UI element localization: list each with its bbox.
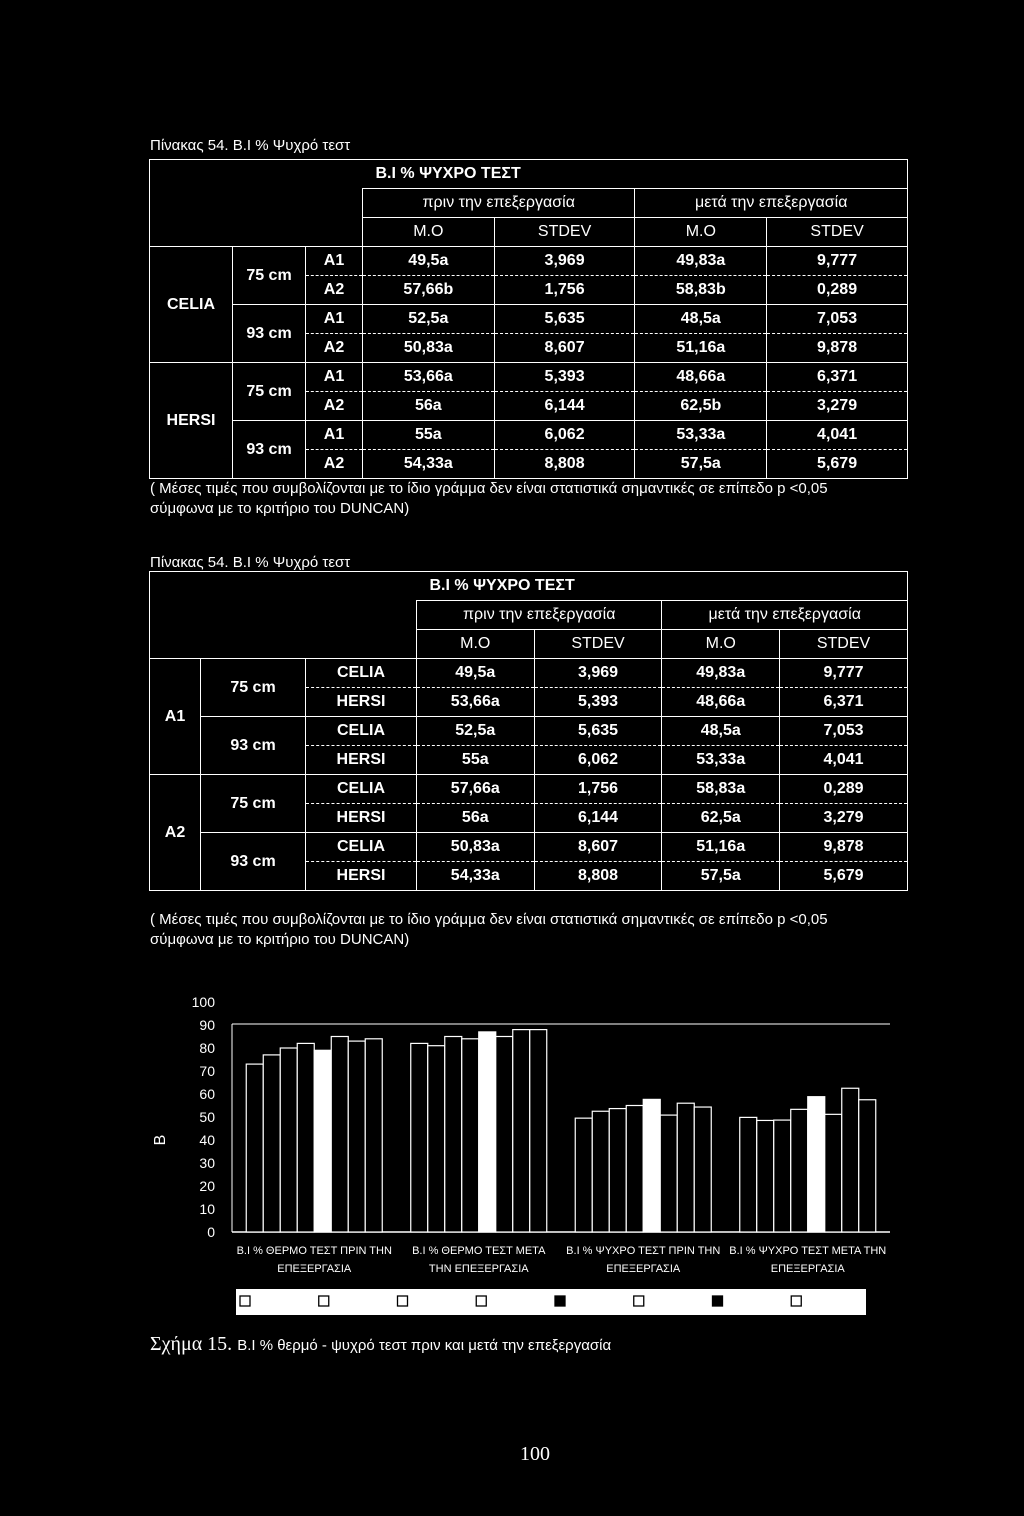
bar (575, 1118, 592, 1232)
table-row (150, 717, 908, 746)
size-label: 93 cm (233, 421, 306, 479)
group-label: A1 (150, 659, 201, 775)
bar (825, 1114, 842, 1232)
table-row (150, 659, 908, 688)
table-cell: 58,83a (662, 775, 780, 804)
header-row (150, 160, 908, 189)
header-stdev: STDEV (767, 218, 908, 247)
row-label: A2 (306, 392, 363, 421)
table-cell: 1,756 (534, 775, 662, 804)
y-tick-label: 10 (199, 1201, 215, 1217)
table-cell: 9,777 (780, 659, 908, 688)
size-label: 93 cm (201, 717, 306, 775)
bar (428, 1046, 445, 1232)
table-cell: 5,635 (534, 717, 662, 746)
bar (411, 1043, 428, 1232)
row-label: A2 (306, 450, 363, 479)
table-cell: 53,66a (363, 363, 495, 392)
y-tick-label: 0 (207, 1224, 215, 1240)
table-row (150, 421, 908, 450)
table-cell: 9,878 (767, 334, 908, 363)
header-stdev: STDEV (494, 218, 635, 247)
y-tick-label: 60 (199, 1086, 215, 1102)
table-cell: 53,33a (662, 746, 780, 775)
table-cell: 1,756 (494, 276, 635, 305)
header-row (150, 572, 908, 601)
bar (609, 1109, 626, 1232)
table-cell: 55a (417, 746, 535, 775)
row-label: A1 (306, 247, 363, 276)
table-cell: 8,808 (494, 450, 635, 479)
table-cell: 8,808 (534, 862, 662, 891)
y-tick-label: 80 (199, 1040, 215, 1056)
table-cell: 5,635 (494, 305, 635, 334)
group-label: CELIA (150, 247, 233, 363)
table-cell: 0,289 (780, 775, 908, 804)
table-cell: 53,66a (417, 688, 535, 717)
bar (660, 1115, 677, 1232)
legend-swatch (555, 1296, 565, 1306)
bar (842, 1088, 859, 1232)
group-label: HERSI (150, 363, 233, 479)
row-label: CELIA (306, 833, 417, 862)
bar (445, 1037, 462, 1233)
row-label: CELIA (306, 717, 417, 746)
y-axis-label: B (152, 1134, 169, 1146)
header-after: μετά την επεξεργασία (662, 601, 908, 630)
table-cell: 49,83a (662, 659, 780, 688)
table-cell: 3,969 (534, 659, 662, 688)
table-cell: 51,16a (662, 833, 780, 862)
table2 (149, 571, 908, 891)
size-label: 93 cm (201, 833, 306, 891)
header-after: μετά την επεξεργασία (635, 189, 908, 218)
table-cell: 48,5a (635, 305, 767, 334)
row-label: A2 (306, 276, 363, 305)
table1-note (150, 479, 828, 519)
table-cell: 51,16a (635, 334, 767, 363)
table-cell: 49,5a (417, 659, 535, 688)
table-cell: 6,371 (780, 688, 908, 717)
bar (626, 1106, 643, 1233)
table-cell: 7,053 (780, 717, 908, 746)
y-tick-label: 70 (199, 1063, 215, 1079)
table-cell: 57,5a (662, 862, 780, 891)
x-tick-label: ΤΗΝ ΕΠΕΞΕΡΓΑΣΙΑ (428, 1263, 529, 1275)
legend-swatch (791, 1296, 801, 1306)
table-cell: 58,83b (635, 276, 767, 305)
table-cell: 55a (363, 421, 495, 450)
bar (774, 1120, 791, 1232)
legend-label: A2-H-75 (726, 1295, 772, 1309)
row-label: HERSI (306, 746, 417, 775)
bar (263, 1055, 280, 1232)
table1-note-line2: σύμφωνα με το κριτήριο του DUNCAN) (150, 500, 410, 517)
table2-caption: Πίνακας 54. Β.Ι % Ψυχρό τεστ (150, 554, 351, 571)
row-label: CELIA (306, 659, 417, 688)
legend-label: A2-H-93 (805, 1295, 850, 1309)
bar (677, 1103, 694, 1232)
y-tick-label: 30 (199, 1155, 215, 1171)
y-tick-label: 50 (199, 1109, 215, 1125)
legend-label: A2-C-75 (569, 1295, 614, 1309)
bar-chart (0, 990, 1024, 1330)
table-cell (150, 601, 417, 630)
header-before: πριν την επεξεργασία (417, 601, 662, 630)
bar (808, 1097, 825, 1232)
bar (740, 1117, 757, 1232)
y-tick-label: 20 (199, 1178, 215, 1194)
bar (365, 1039, 382, 1232)
header-stdev: STDEV (534, 630, 662, 659)
table-row (150, 363, 908, 392)
table-cell: 9,878 (780, 833, 908, 862)
header-row (150, 630, 908, 659)
table-cell: 49,5a (363, 247, 495, 276)
header-before: πριν την επεξεργασία (363, 189, 635, 218)
table-cell: 0,289 (767, 276, 908, 305)
header-mo: Μ.Ο (417, 630, 535, 659)
header-row (150, 601, 908, 630)
table-cell: 7,053 (767, 305, 908, 334)
bar (694, 1107, 711, 1232)
table-cell: 56a (363, 392, 495, 421)
row-label: A1 (306, 305, 363, 334)
table-cell: 8,607 (534, 833, 662, 862)
size-label: 93 cm (233, 305, 306, 363)
table-cell: 4,041 (780, 746, 908, 775)
table-cell (150, 218, 363, 247)
table-cell: 5,393 (494, 363, 635, 392)
table-row (150, 247, 908, 276)
header-mo: Μ.Ο (662, 630, 780, 659)
bar (513, 1030, 530, 1232)
table-cell: 53,33a (635, 421, 767, 450)
bar (331, 1037, 348, 1233)
bar (479, 1032, 496, 1232)
table-cell: 54,33a (417, 862, 535, 891)
table-cell: 6,144 (494, 392, 635, 421)
bar (859, 1100, 876, 1232)
table-cell (150, 160, 363, 189)
table2-note (150, 910, 828, 950)
table-cell: 6,062 (494, 421, 635, 450)
table-cell: 62,5b (635, 392, 767, 421)
table-row (150, 775, 908, 804)
row-label: A1 (306, 421, 363, 450)
legend-label: A2-C-93 (647, 1295, 693, 1309)
table-cell (150, 189, 363, 218)
table1-note-line1: ( Μέσες τιμές που συμβολίζονται με το ίδιο γράμμα δεν είναι στατιστικά σημαντικές σε επίπεδο p <0,05 (150, 480, 828, 497)
bar (757, 1120, 774, 1232)
table-cell: 54,33a (363, 450, 495, 479)
table-cell: 4,041 (767, 421, 908, 450)
x-tick-label: ΕΠΕΞΕΡΓΑΣΙΑ (770, 1263, 845, 1275)
size-label: 75 cm (233, 363, 306, 421)
x-tick-label: Β.Ι % ΨΥΧΡΟ ΤΕΣΤ ΠΡΙΝ ΤΗΝ (566, 1245, 721, 1257)
table-cell: 3,279 (780, 804, 908, 833)
x-tick-label: ΕΠΕΞΕΡΓΑΣΙΑ (277, 1263, 352, 1275)
legend-box (236, 1289, 866, 1315)
table-cell: 49,83a (635, 247, 767, 276)
table-cell: 50,83a (417, 833, 535, 862)
table-cell: 3,969 (494, 247, 635, 276)
table-cell: 48,66a (662, 688, 780, 717)
bar (530, 1030, 547, 1232)
row-label: A2 (306, 334, 363, 363)
table1 (149, 159, 908, 479)
figure-text: Β.Ι % θερμό - ψυχρό τεστ πριν και μετά την επεξεργασία (237, 1337, 612, 1354)
bar (314, 1050, 331, 1232)
legend-swatch (634, 1296, 644, 1306)
table-cell: 50,83a (363, 334, 495, 363)
size-label: 75 cm (233, 247, 306, 305)
figure-caption (150, 1333, 611, 1356)
row-label: CELIA (306, 775, 417, 804)
legend-label: A1-H-75 (411, 1295, 457, 1309)
table2-note-line2: σύμφωνα με το κριτήριο του DUNCAN) (150, 931, 410, 948)
table-cell: 8,607 (494, 334, 635, 363)
table-title: Β.Ι % ΨΥΧΡΟ ΤΕΣΤ (417, 572, 908, 601)
size-label: 75 cm (201, 659, 306, 717)
legend-swatch (476, 1296, 486, 1306)
table-cell: 57,66a (417, 775, 535, 804)
size-label: 75 cm (201, 775, 306, 833)
table-cell (150, 630, 417, 659)
row-label: HERSI (306, 804, 417, 833)
bar (280, 1048, 297, 1232)
legend-label: A1-C-93 (332, 1295, 378, 1309)
bar (592, 1111, 609, 1232)
table-cell: 52,5a (363, 305, 495, 334)
y-tick-label: 40 (199, 1132, 215, 1148)
bar (348, 1041, 365, 1232)
table1-caption: Πίνακας 54. Β.Ι % Ψυχρό τεστ (150, 137, 351, 154)
table-cell: 57,5a (635, 450, 767, 479)
table-cell: 6,062 (534, 746, 662, 775)
legend-swatch (240, 1296, 250, 1306)
table-cell: 57,66b (363, 276, 495, 305)
page-number: 100 (520, 1443, 550, 1465)
x-tick-label: Β.Ι % ΨΥΧΡΟ ΤΕΣΤ ΜΕΤΑ ΤΗΝ (729, 1245, 887, 1257)
table2-note-line1: ( Μέσες τιμές που συμβολίζονται με το ίδιο γράμμα δεν είναι στατιστικά σημαντικές σε επίπεδο p <0,05 (150, 911, 828, 928)
header-mo: Μ.Ο (635, 218, 767, 247)
bar (496, 1037, 513, 1233)
y-tick-label: 100 (191, 994, 215, 1010)
legend-label: A1-C-75 (254, 1295, 299, 1309)
bar (462, 1039, 479, 1232)
row-label: HERSI (306, 688, 417, 717)
header-stdev: STDEV (780, 630, 908, 659)
table-cell: 56a (417, 804, 535, 833)
bar (246, 1064, 263, 1232)
row-label: HERSI (306, 862, 417, 891)
bar (791, 1109, 808, 1232)
table-row (150, 833, 908, 862)
group-label: A2 (150, 775, 201, 891)
table-cell (150, 572, 417, 601)
y-tick-label: 90 (199, 1017, 215, 1033)
table-row (150, 305, 908, 334)
header-row (150, 218, 908, 247)
legend-swatch (713, 1296, 723, 1306)
bar (643, 1099, 660, 1232)
table-cell: 5,679 (767, 450, 908, 479)
x-tick-label: Β.Ι % ΘΕΡΜΟ ΤΕΣΤ ΠΡΙΝ ΤΗΝ (236, 1245, 392, 1257)
legend-swatch (398, 1296, 408, 1306)
x-tick-label: Β.Ι % ΘΕΡΜΟ ΤΕΣΤ ΜΕΤΑ (412, 1245, 546, 1257)
legend-swatch (319, 1296, 329, 1306)
row-label: A1 (306, 363, 363, 392)
table-cell: 5,679 (780, 862, 908, 891)
table-cell: 52,5a (417, 717, 535, 746)
table-cell: 9,777 (767, 247, 908, 276)
table-cell: 62,5a (662, 804, 780, 833)
header-mo: Μ.Ο (363, 218, 495, 247)
figure-label: Σχήμα 15. (150, 1333, 233, 1355)
legend-label: A1-H-93 (490, 1295, 535, 1309)
table-cell: 48,66a (635, 363, 767, 392)
x-tick-label: ΕΠΕΞΕΡΓΑΣΙΑ (606, 1263, 681, 1275)
table-cell: 3,279 (767, 392, 908, 421)
table-cell: 6,371 (767, 363, 908, 392)
table-title: Β.Ι % ΨΥΧΡΟ ΤΕΣΤ (363, 160, 908, 189)
header-row (150, 189, 908, 218)
table-cell: 6,144 (534, 804, 662, 833)
table-cell: 5,393 (534, 688, 662, 717)
bar (297, 1043, 314, 1232)
table-cell: 48,5a (662, 717, 780, 746)
